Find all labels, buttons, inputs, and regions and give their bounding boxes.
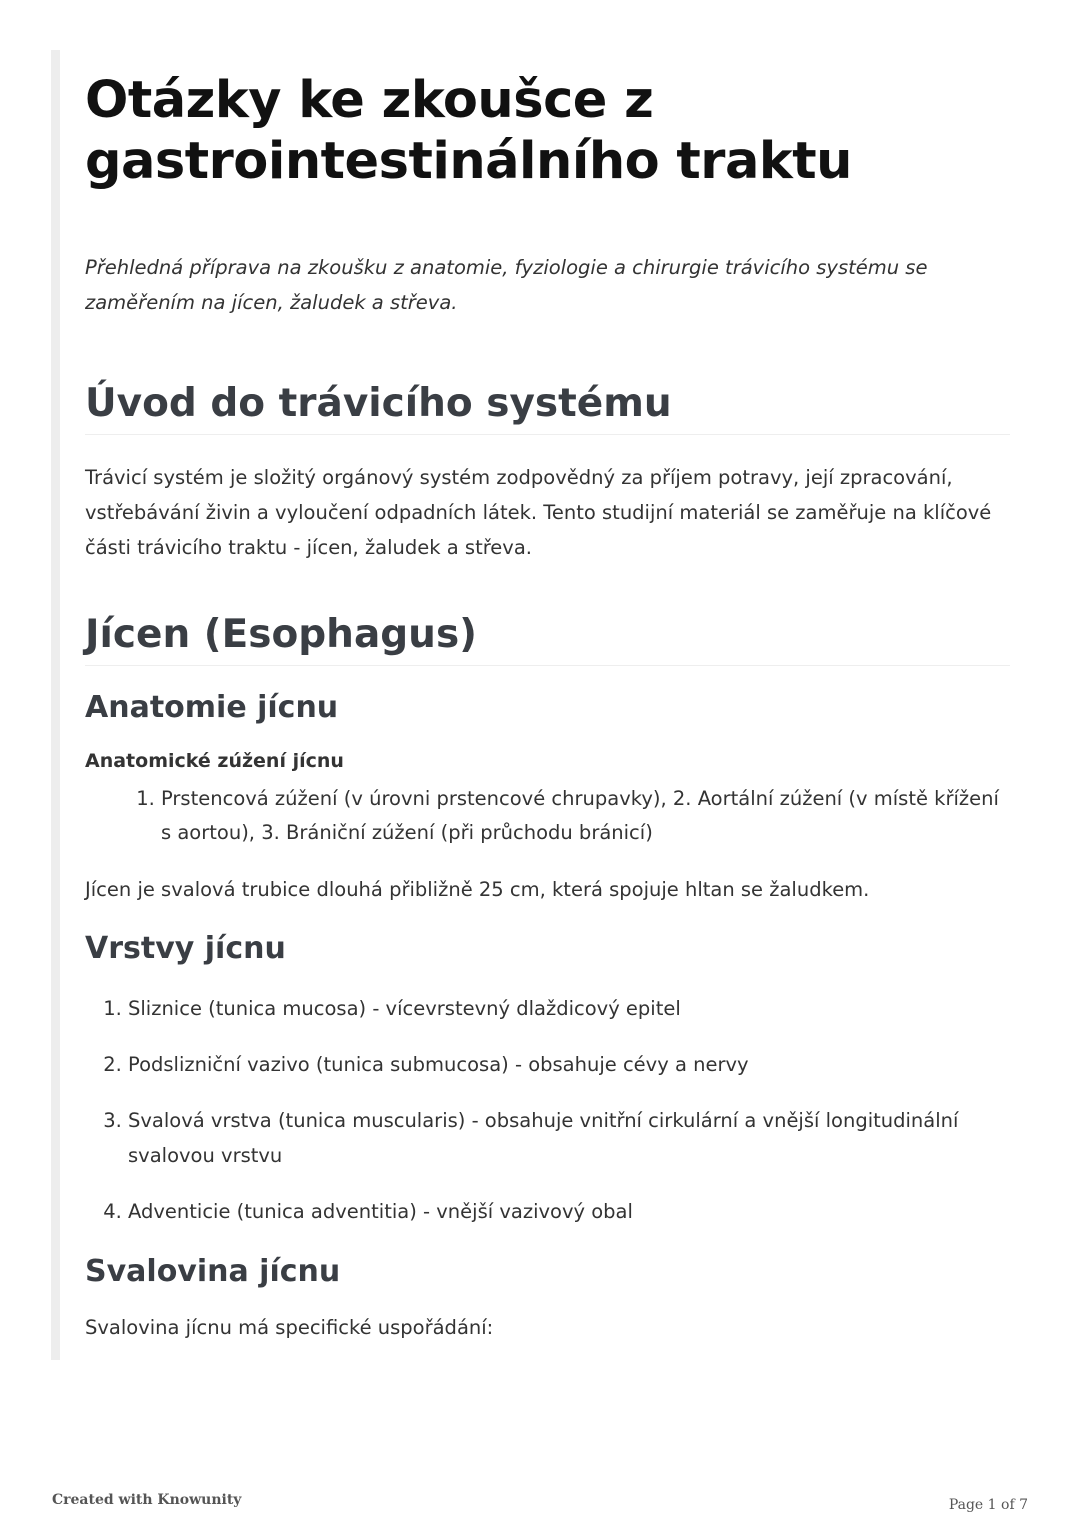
list-item: 1. Sliznice (tunica mucosa) - vícevrstevný dlaždicový epitel xyxy=(128,991,1010,1026)
list-item: 2. Podslizniční vazivo (tunica submucosa) - obsahuje cévy a nervy xyxy=(128,1047,1010,1082)
anatomy-heading: Anatomie jícnu xyxy=(85,690,339,725)
list-item: 3. Svalová vrstva (tunica muscularis) - obsahuje vnitřní cirkulární a vnější longitudinální svalovou vrstvu xyxy=(128,1103,1010,1173)
document-content xyxy=(85,70,1010,1345)
narrowing-heading: Anatomické zúžení jícnu xyxy=(85,750,344,772)
narrowing-list xyxy=(85,782,1010,850)
intro-heading: Úvod do trávicího systému xyxy=(85,378,1010,435)
footer-created-with: Created with Knowunity xyxy=(52,1492,242,1508)
list-item: 4. Adventicie (tunica adventitia) - vnější vazivový obal xyxy=(128,1194,1010,1229)
esophagus-heading: Jícen (Esophagus) xyxy=(85,609,1010,666)
layers-heading: Vrstvy jícnu xyxy=(85,931,286,966)
left-accent-bar xyxy=(51,50,60,1360)
musculature-paragraph: Svalovina jícnu má specifické uspořádání: xyxy=(85,1316,494,1339)
footer-page-number: Page 1 of 7 xyxy=(948,1497,1028,1513)
list-item: 1. Prstencová zúžení (v úrovni prstencové chrupavky), 2. Aortální zúžení (v místě křížení s aortou), 3. Brániční zúžení (při průchodu bránicí) xyxy=(161,782,1010,850)
musculature-heading: Svalovina jícnu xyxy=(85,1254,341,1289)
intro-paragraph: Trávicí systém je složitý orgánový systém zodpovědný za příjem potravy, její zpracování, vstřebávání živin a vyloučení odpadních látek. Tento studijní materiál se zaměřuje na klíčové části trávicího traktu - jícen, žaludek a střeva. xyxy=(85,466,992,559)
document-subtitle: Přehledná příprava na zkoušku z anatomie, fyziologie a chirurgie trávicího systému se zaměřením na jícen, žaludek a střeva. xyxy=(85,256,928,314)
esophagus-length-paragraph: Jícen je svalová trubice dlouhá přibližně 25 cm, která spojuje hltan se žaludkem. xyxy=(85,878,870,901)
layers-list xyxy=(85,991,1010,1229)
document-title: Otázky ke zkoušce z gastrointestinálního traktu xyxy=(85,71,852,191)
